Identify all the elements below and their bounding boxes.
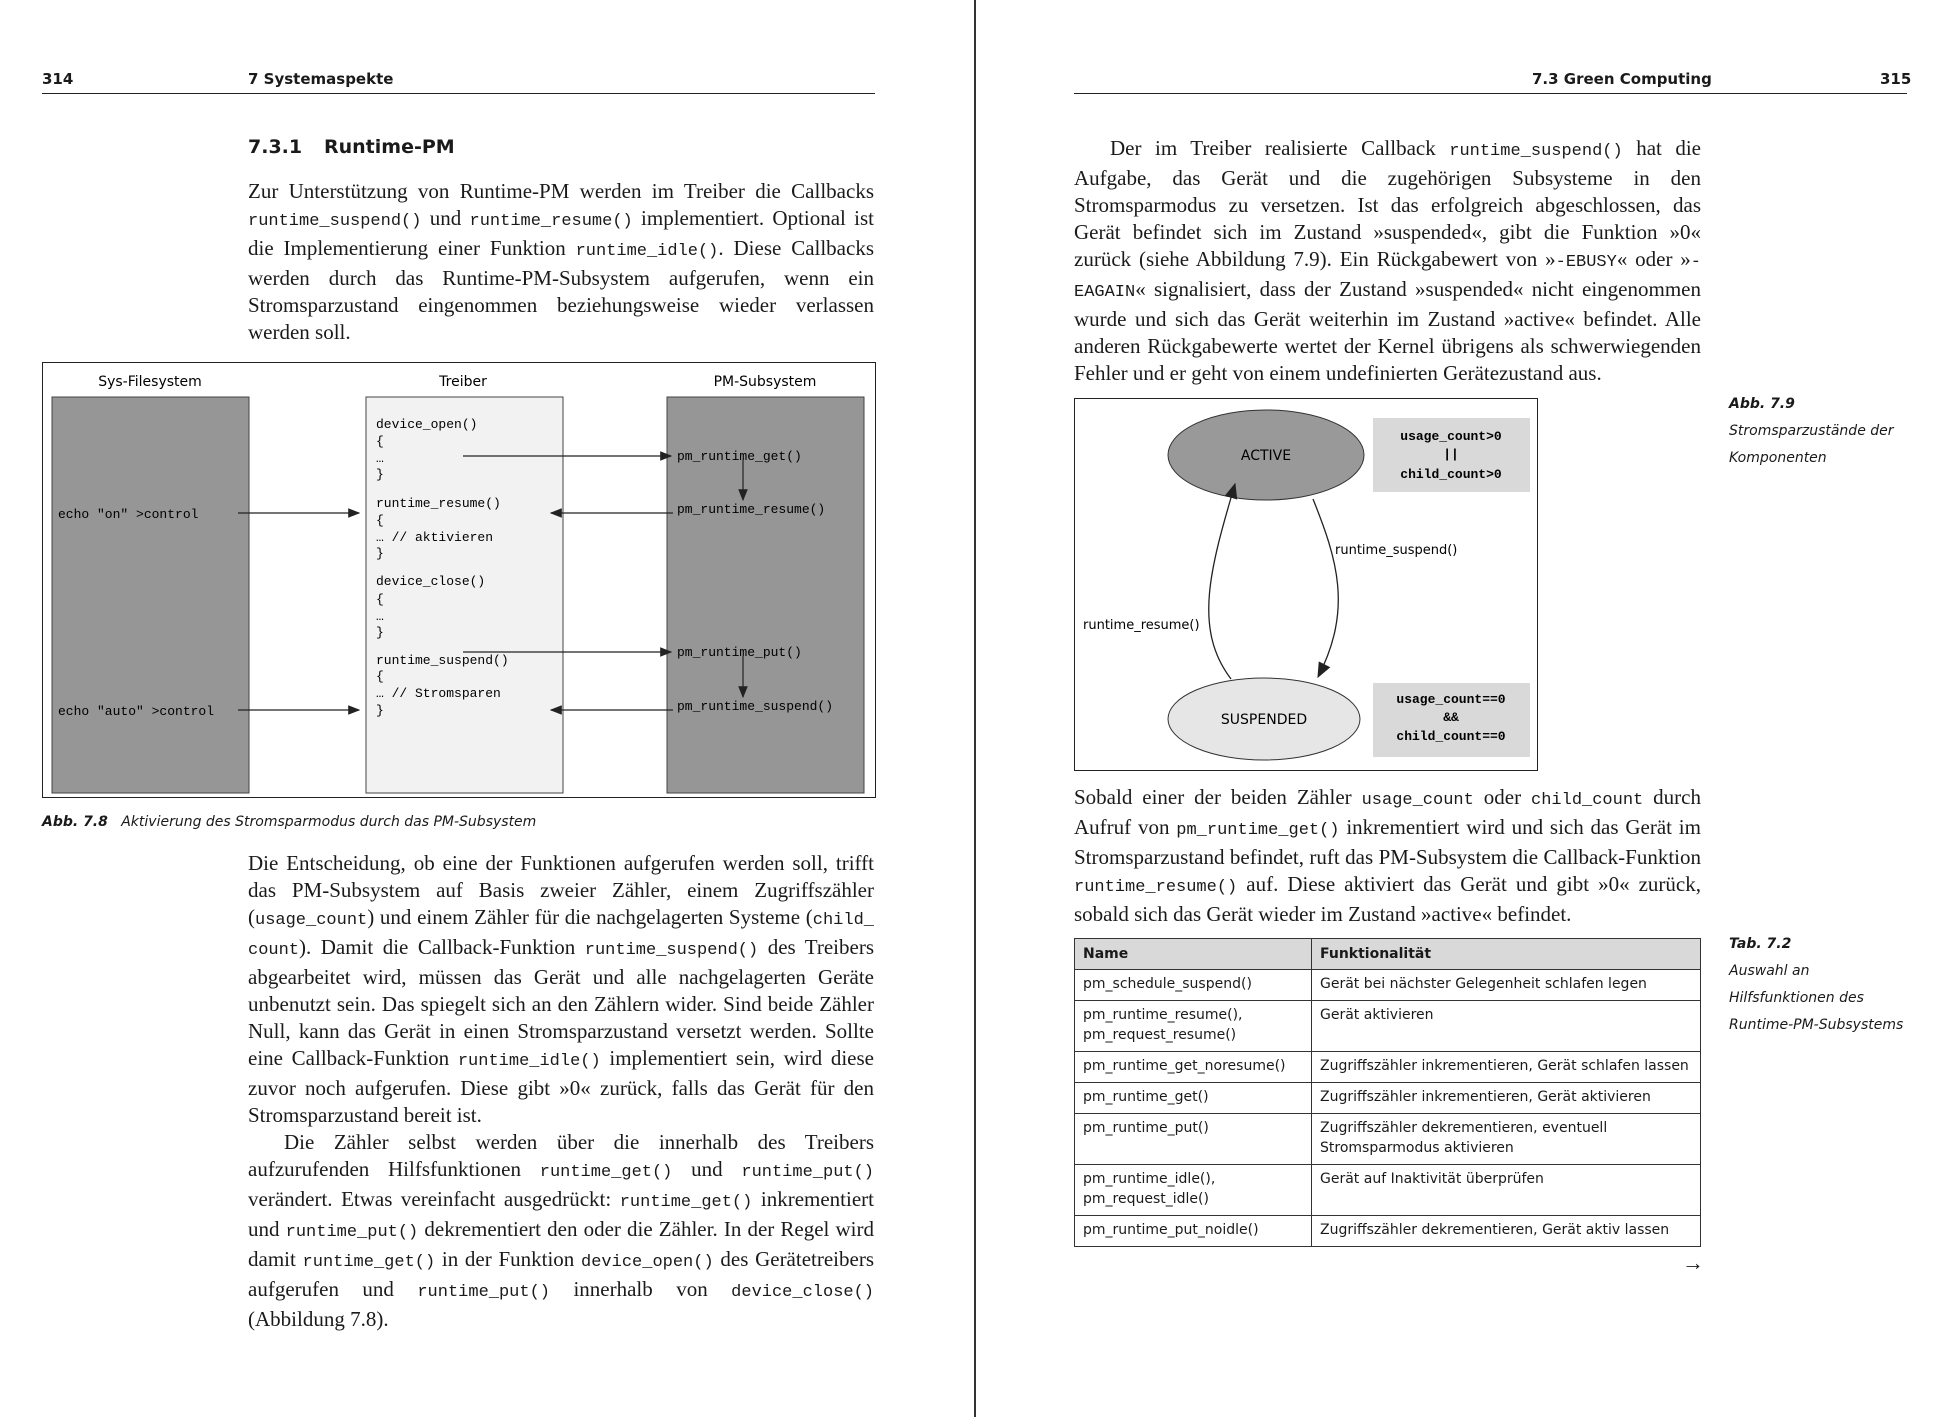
function-description-cell: Zugriffszähler dekrementieren, Gerät aktiv lassen (1312, 1216, 1701, 1247)
caption-label: Tab. 7.2 (1729, 936, 1792, 952)
column-header: Funktionalität (1312, 939, 1701, 970)
pm-suspend-text: pm_runtime_suspend() (677, 699, 834, 714)
left-paragraph-1 (248, 178, 874, 346)
function-description-cell: Gerät auf Inaktivität überprüfen (1312, 1165, 1701, 1216)
caption-label: Abb. 7.8 (42, 814, 108, 830)
text-run: dekrementiert den oder die Zähler. In der Regel wird damit (248, 1217, 875, 1271)
table-7-2-caption (1729, 931, 1903, 1039)
arrow-runtime-resume (1209, 484, 1235, 679)
text-run: und (672, 1157, 742, 1181)
function-name-cell: pm_runtime_put_noidle() (1075, 1216, 1312, 1247)
caption-line: Runtime-PM-Subsystems (1729, 1017, 1904, 1033)
label-runtime-suspend: runtime_suspend() (1335, 543, 1458, 558)
text-run: (Abbildung 7.8). (248, 1307, 389, 1331)
suspended-cond-line: child_count==0 (1396, 729, 1506, 744)
right-running-head: 7.3 Green Computing (1532, 70, 1712, 88)
figure-7-8-diagram (43, 363, 875, 797)
function-description-cell: Zugriffszähler dekrementieren, eventuell Stromsparmodus aktivieren (1312, 1114, 1701, 1165)
right-page-number: 315 (1880, 70, 1912, 88)
function-name-cell: pm_schedule_suspend() (1075, 970, 1312, 1001)
inline-code: usage_count (1361, 791, 1474, 810)
table-row (1075, 970, 1701, 1001)
inline-code: device_open() (581, 1253, 714, 1272)
section-number: 7.3.1 (248, 136, 303, 158)
inline-code: runtime_suspend() (1449, 142, 1623, 161)
table-row (1075, 1165, 1701, 1216)
text-run: implementiert. Optional ist die Implementierung einer Funktion (248, 206, 874, 260)
inline-code: runtime_idle() (457, 1052, 601, 1071)
treiber-code-line: { (376, 434, 384, 449)
text-run: inkrementiert wird und sich das Gerät im Stromsparzustand befindet, ruft das PM-Subsystem die Callback-Funktion (1074, 815, 1701, 869)
pm-put-text: pm_runtime_put() (677, 645, 802, 660)
inline-code: device_close() (731, 1283, 874, 1302)
text-run: auf. Diese aktiviert das Gerät und gibt »0« zurück, sobald sich das Gerät wieder im Zustand »active« befindet. (1074, 872, 1701, 926)
treiber-code-line: { (376, 513, 384, 528)
treiber-code-line: … // Stromsparen (376, 686, 501, 701)
function-name-cell: pm_runtime_get_noresume() (1075, 1052, 1312, 1083)
caption-line: Komponenten (1729, 450, 1827, 466)
table-header-row (1075, 939, 1701, 970)
caption-label: Abb. 7.9 (1729, 396, 1795, 412)
inline-code: runtime_get() (539, 1163, 673, 1182)
function-description-cell: Zugriffszähler inkrementieren, Gerät aktivieren (1312, 1083, 1701, 1114)
text-run: Die Entscheidung, ob eine der Funktionen aufgerufen werden soll, trifft das PM-Subsystem auf Basis zweier Zähler, einem Zugriffszähler ( (248, 851, 874, 929)
text-run: ). Damit die Callback-Funktion (299, 935, 585, 959)
treiber-code-line: … // aktivieren (376, 530, 494, 545)
inline-code: child_count (1531, 791, 1644, 810)
text-run: Die Zähler selbst werden über die innerhalb des Treibers aufzurufenden Hilfsfunktionen (248, 1130, 874, 1181)
caption-line: Stromsparzustände der (1729, 423, 1894, 439)
page-gutter (974, 0, 976, 1417)
paragraph-text (1074, 135, 1701, 387)
column-header: Name (1075, 939, 1312, 970)
text-run: « signalisiert, dass der Zustand »suspended« nicht eingenommen wurde und sich das Gerät weiterhin im Zustand »active« befindet. Alle anderen Rückgabewerte wertet der Kernel übrigens als schwerwiegenden Fehler und er geht von einem undefinierten Gerätezustand aus. (1074, 277, 1701, 385)
inline-code: runtime_suspend() (584, 941, 759, 960)
text-run: inkrementiert und (248, 1187, 874, 1241)
arrow-runtime-suspend (1313, 499, 1338, 677)
text-run: oder (1473, 785, 1532, 809)
paragraph-text (248, 178, 874, 346)
table-row (1075, 1052, 1701, 1083)
suspended-cond-line: && (1443, 710, 1459, 725)
figure-7-8 (42, 362, 876, 798)
col-pm-label: PM-Subsystem (713, 374, 817, 390)
paragraph-text (1074, 784, 1701, 928)
left-header-rule (42, 93, 875, 94)
function-description-cell: Gerät bei nächster Gelegenheit schlafen legen (1312, 970, 1701, 1001)
table-row (1075, 1083, 1701, 1114)
pm-resume-text: pm_runtime_resume() (677, 502, 826, 517)
label-runtime-resume: runtime_resume() (1083, 618, 1200, 633)
inline-code: -EBUSY (1555, 253, 1617, 272)
section-title: Runtime-PM (324, 136, 455, 158)
active-label: ACTIVE (1240, 448, 1292, 464)
text-run: Der im Treiber realisierte Callback (1110, 136, 1450, 160)
treiber-code-line: } (376, 625, 384, 640)
function-description-cell: Zugriffszähler inkrementieren, Gerät schlafen lassen (1312, 1052, 1701, 1083)
text-run: implementiert sein, wird diese zuvor noch aufgerufen. Diese gibt »0« zurück, falls das Gerät für den Stromsparzustand bereit ist. (248, 1046, 874, 1127)
text-run: und (421, 206, 470, 230)
text-run: verändert. Etwas vereinfacht ausgedrückt: (248, 1187, 620, 1211)
inline-code: usage_count (255, 911, 368, 930)
function-description-cell: Gerät aktivieren (1312, 1001, 1701, 1052)
sys-filesystem-box (52, 397, 249, 793)
pm-get-text: pm_runtime_get() (677, 449, 802, 464)
inline-code: runtime_resume() (1074, 878, 1238, 897)
inline-code: runtime_put() (417, 1283, 550, 1302)
table-row (1075, 1114, 1701, 1165)
inline-code: pm_runtime_get() (1176, 821, 1340, 840)
left-page-number: 314 (42, 70, 74, 88)
col-treiber-label: Treiber (439, 374, 487, 390)
treiber-code-line: { (376, 592, 384, 607)
text-run: des Gerätetreibers aufgerufen und (248, 1247, 875, 1301)
treiber-code-line: device_close() (376, 574, 486, 589)
treiber-code-line: } (376, 546, 384, 561)
figure-7-9-caption (1729, 391, 1894, 472)
text-run: des Treibers abgearbeitet wird, müssen das Gerät und alle nachgelagerten Geräte unbenutzt sein. Das spiegelt sich an den Zählern wider. Sind beide Zähler Null, kann das Gerät in einen Stromsparzustand versetzt werden. Sollte eine Callback-Funktion (248, 935, 874, 1070)
function-name-cell: pm_runtime_idle(), pm_request_idle() (1075, 1165, 1312, 1216)
function-name-cell: pm_runtime_get() (1075, 1083, 1312, 1114)
active-cond-line: || (1443, 447, 1459, 462)
inline-code: runtime_get() (302, 1253, 436, 1272)
text-run: in der Funktion (435, 1247, 582, 1271)
text-run: Zur Unterstützung von Runtime-PM werden im Treiber die Callbacks (248, 179, 874, 203)
inline-code: -EAGAIN (1074, 253, 1701, 302)
section-heading (248, 136, 455, 158)
treiber-code-line: runtime_suspend() (376, 653, 509, 668)
echo-auto-text: echo "auto" >control (58, 704, 215, 719)
text-run: . Diese Callbacks werden durch das Runtime-PM-Subsystem aufgerufen, wenn ein Stromsparzustand eingenommen beziehungsweise wieder verlassen werden soll. (248, 236, 874, 344)
active-cond-line: usage_count>0 (1400, 429, 1502, 444)
table-row (1075, 1216, 1701, 1247)
text-run: durch Aufruf von (1074, 785, 1701, 839)
left-paragraph-2 (248, 850, 874, 1333)
inline-code: runtime_suspend() (248, 212, 422, 231)
suspended-label: SUSPENDED (1220, 712, 1308, 728)
treiber-code-line: … (376, 609, 384, 624)
continued-arrow-icon: → (1682, 1250, 1704, 1275)
paragraph-text (248, 850, 874, 1129)
right-header-rule (1074, 93, 1907, 94)
left-running-head: 7 Systemaspekte (248, 70, 394, 88)
treiber-code-line: … (376, 451, 384, 466)
caption-line: Hilfsfunktionen des (1729, 990, 1864, 1006)
function-name-cell: pm_runtime_put() (1075, 1114, 1312, 1165)
paragraph-text (248, 1129, 874, 1333)
suspended-cond-line: usage_count==0 (1396, 692, 1506, 707)
right-paragraph-2 (1074, 784, 1701, 928)
inline-code: runtime_idle() (575, 242, 719, 261)
right-paragraph-1 (1074, 135, 1701, 387)
treiber-code-line: } (376, 467, 384, 482)
inline-code: child_ count (248, 911, 874, 960)
inline-code: runtime_resume() (469, 212, 633, 231)
text-run: ) und einem Zähler für die nachgelagerten Systeme ( (367, 905, 813, 929)
caption-text: Aktivierung des Stromsparmodus durch das PM-Subsystem (121, 814, 537, 830)
inline-code: runtime_put() (285, 1223, 419, 1242)
figure-7-8-caption (42, 809, 536, 836)
table-row (1075, 1001, 1701, 1052)
caption-line: Auswahl an (1729, 963, 1810, 979)
inline-code: runtime_put() (741, 1163, 874, 1182)
inline-code: runtime_get() (619, 1193, 753, 1212)
echo-on-text: echo "on" >control (58, 507, 199, 522)
treiber-code-line: device_open() (376, 417, 478, 432)
function-name-cell: pm_runtime_resume(), pm_request_resume() (1075, 1001, 1312, 1052)
figure-7-9-diagram (1075, 399, 1537, 770)
treiber-code-line: runtime_resume() (376, 496, 501, 511)
active-cond-line: child_count>0 (1400, 467, 1502, 482)
text-run: hat die Aufgabe, das Gerät und die zugehörigen Subsysteme in den Stromsparmodus zu versetzen. Ist das erfolgreich abgeschlossen, das Gerät befindet sich im Zustand »suspended«, gibt die Funktion »0« zurück (siehe Abbildung 7.9). Ein Rückgabewert von » (1074, 136, 1701, 271)
treiber-code-line: } (376, 703, 384, 718)
text-run: « oder » (1616, 247, 1691, 271)
figure-7-9 (1074, 398, 1538, 771)
helper-functions-table (1074, 938, 1701, 1247)
treiber-code-line: { (376, 669, 384, 684)
col-sys-label: Sys-Filesystem (98, 374, 202, 390)
text-run: Sobald einer der beiden Zähler (1074, 785, 1362, 809)
text-run: innerhalb von (549, 1277, 732, 1301)
